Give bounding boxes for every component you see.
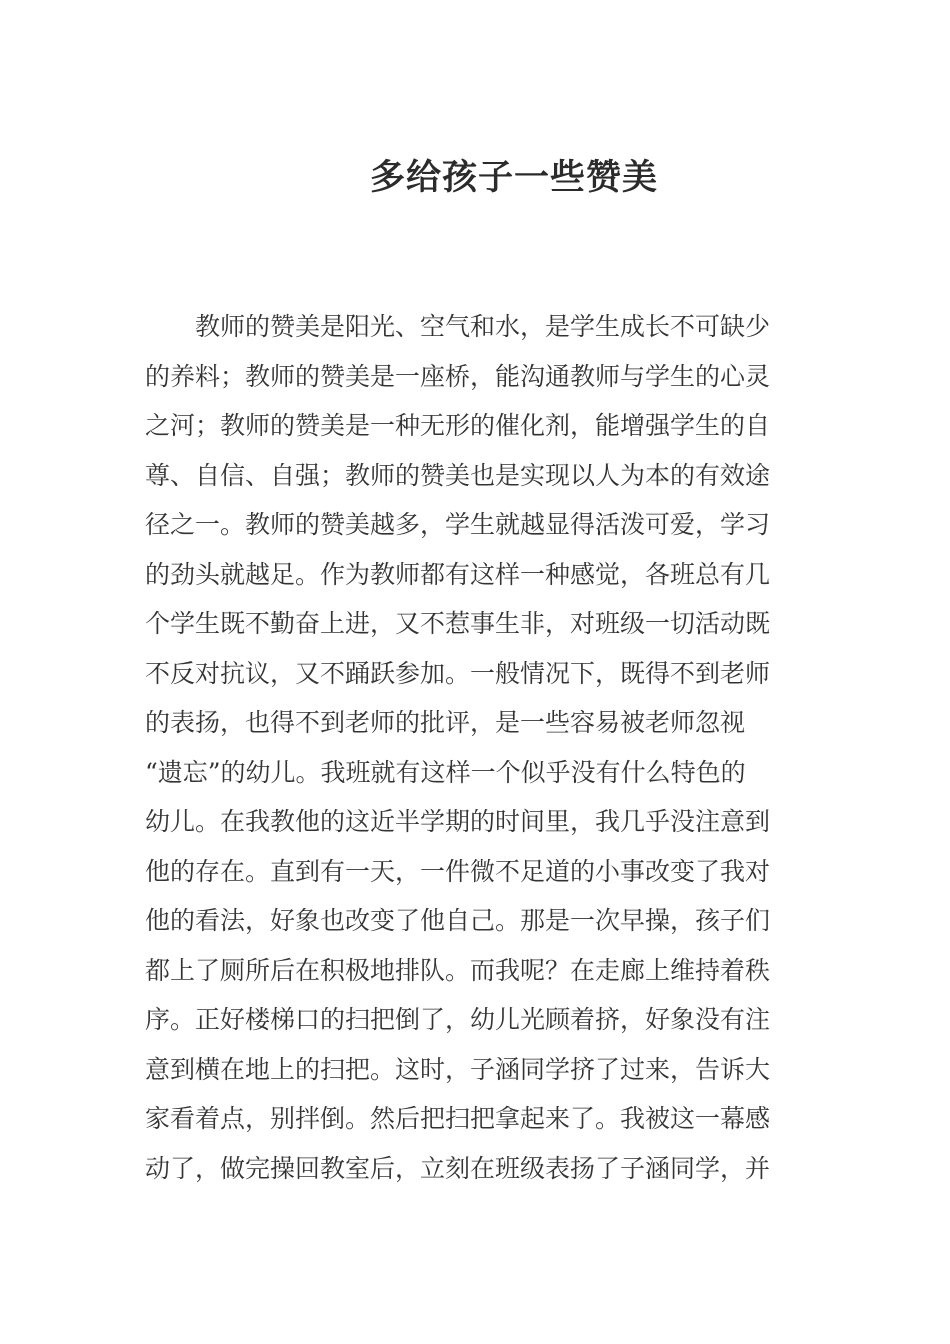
- paragraph-line: 都上了厕所后在积极地排队。而我呢？在走廊上维持着秩: [145, 955, 771, 985]
- paragraph-line: 他的看法，好象也改变了他自己。那是一次早操，孩子们: [145, 906, 771, 935]
- paragraph-line: 之河；教师的赞美是一种无形的催化剂，能增强学生的自: [145, 411, 771, 440]
- paragraph-line: 意到横在地上的扫把。这时，子涵同学挤了过来，告诉大: [145, 1054, 771, 1084]
- paragraph-line: 动了，做完操回教室后，立刻在班级表扬了子涵同学，并: [145, 1153, 771, 1183]
- paragraph-line: 的表扬，也得不到老师的批评，是一些容易被老师忽视: [145, 708, 746, 737]
- paragraph-line: 序。正好楼梯口的扫把倒了，幼儿光顾着挤，好象没有注: [145, 1005, 771, 1034]
- paragraph-line: 教师的赞美是阳光、空气和水，是学生成长不可缺少: [195, 312, 771, 341]
- paragraph-line: 幼儿。在我教他的这近半学期的时间里，我几乎没注意到: [145, 807, 771, 836]
- paragraph-line: 个学生既不勤奋上进，又不惹事生非，对班级一切活动既: [145, 609, 771, 638]
- paragraph-line: 径之一。教师的赞美越多，学生就越显得活泼可爱，学习: [145, 510, 771, 539]
- document-body: [145, 302, 785, 1193]
- paragraph-line: 尊、自信、自强；教师的赞美也是实现以人为本的有效途: [145, 460, 771, 490]
- paragraph-line: 的养料；教师的赞美是一座桥，能沟通教师与学生的心灵: [145, 361, 771, 391]
- paragraph-line: “遗忘”的幼儿。我班就有这样一个似乎没有什么特色的: [145, 757, 746, 787]
- paragraph-line: 他的存在。直到有一天，一件微不足道的小事改变了我对: [145, 856, 771, 886]
- paragraph-line: 的劲头就越足。作为教师都有这样一种感觉，各班总有几: [145, 559, 771, 589]
- paragraph-line: 不反对抗议，又不踊跃参加。一般情况下，既得不到老师: [145, 658, 771, 688]
- document-title: 多给孩子一些赞美: [369, 157, 658, 198]
- paragraph-line: 家看着点，别拌倒。然后把扫把拿起来了。我被这一幕感: [145, 1104, 771, 1133]
